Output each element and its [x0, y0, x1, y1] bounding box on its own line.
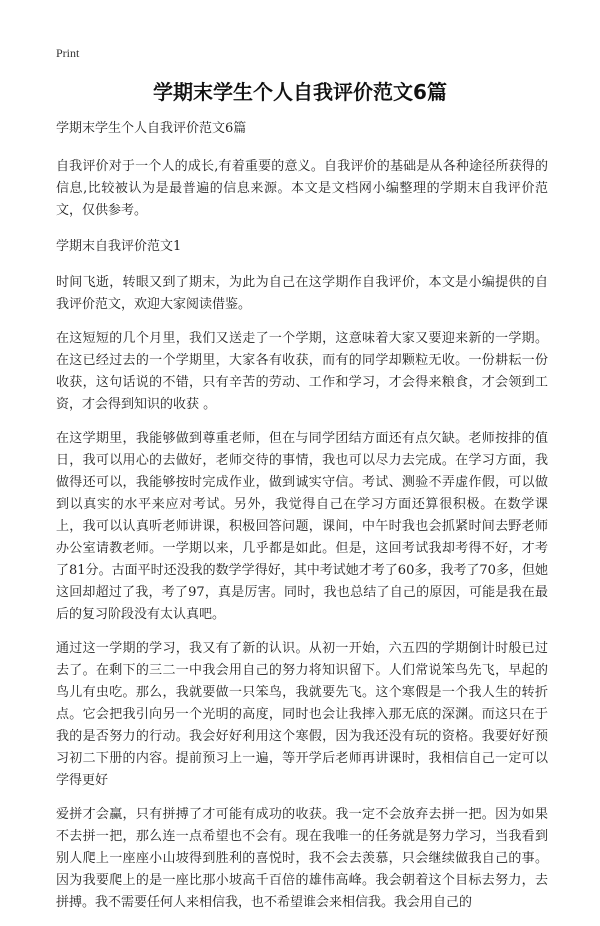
- article-body: [56, 118, 548, 926]
- print-label: Print: [56, 46, 80, 60]
- body-paragraph-3: 在这学期里，我能够做到尊重老师，但在与同学团结方面还有点欠缺。老师按排的值日，我可以用心的去做好，老师交待的事情，我也可以尽力去完成。在学习方面，我做得还可以，我能够按时完成作业，做到诚实守信。考试、测验不弄虚作假，可以做到以真实的水平来应对考试。另外，我觉得自己在学习方面还算很积极。在数学课上，我可以认真听老师讲课，积极回答问题，课间，中午时我也会抓紧时间去野老师办公室请教老师。一学期以来，几乎都是如此。但是，这回考试我却考得不好，才考了81分。古面平时还没我的数学学得好，其中考试她才考了60多，我考了70多，但她这回却超过了我，考了97，真是厉害。同时，我也总结了自己的原因，可能是我在最后的复习阶段没有太认真吧。: [56, 431, 548, 622]
- body-paragraph-2: 在这短短的几个月里，我们又送走了一个学期，这意味着大家又要迎来新的一学期。在这已经过去的一个学期里，大家各有收获，而有的同学却颗粒无收。一份耕耘一份收获，这句话说的不错，只有辛苦的劳动、工作和学习，才会得来粮食，才会领到工资，才会得到知识的收获 。: [56, 331, 548, 412]
- body-paragraph-1: 时间飞逝，转眼又到了期末，为此为自己在这学期作自我评价，本文是小编提供的自我评价范文，欢迎大家阅读借鉴。: [56, 275, 548, 312]
- section-heading: 学期末自我评价范文1: [56, 239, 182, 254]
- intro-paragraph: 自我评价对于一个人的成长,有着重要的意义。自我评价的基础是从各种途径所获得的信息,比较被认为是最普遍的信息来源。本文是文档网小编整理的学期末自我评价范文，仅供参考。: [56, 159, 548, 218]
- body-paragraph-4: 通过这一学期的学习，我又有了新的认识。从初一开始，六五四的学期倒计时般已过去了。在剩下的三二一中我会用自己的努力将知识留下。人们常说笨鸟先飞，早起的鸟儿有虫吃。那么，我就要做一只笨鸟，我就要先飞。这个寒假是一个我人生的转折点。它会把我引向另一个光明的高度，同时也会让我摔入那无底的深渊。而这只在于我的是否努力的行动。我会好好利用这个寒假，因为我还没有玩的资格。我要好好预习初二下册的内容。提前预习上一遍，等开学后老师再讲课时，我相信自己一定可以学得更好: [56, 641, 548, 788]
- body-paragraph-5: 爱拼才会赢，只有拼搏了才可能有成功的收获。我一定不会放弃去拼一把。因为如果不去拼一把，那么连一点希望也不会有。现在我唯一的任务就是努力学习，当我看到别人爬上一座座小山坡得到胜利的喜悦时，我不会去羡慕，只会继续做我自己的事。因为我要爬上的是一座比那小坡高千百倍的雄伟高峰。我会朝着这个目标去努力，去拼搏。我不需要任何人来相信我，也不希望谁会来相信我。我会用自己的: [56, 807, 548, 910]
- page-title: 学期末学生个人自我评价范文6篇: [153, 80, 447, 104]
- article-subtitle: 学期末学生个人自我评价范文6篇: [56, 121, 247, 136]
